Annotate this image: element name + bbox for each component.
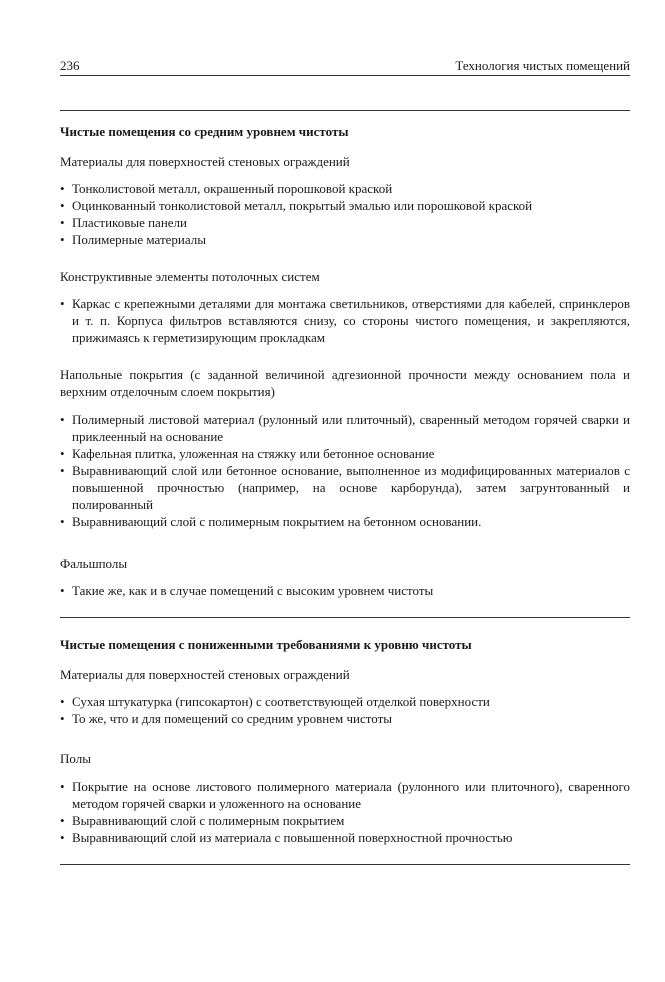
list-item: • Тонколистовой металл, окрашенный порошковой краской	[60, 180, 630, 197]
subsection-label: Материалы для поверхностей стеновых ограждений	[60, 667, 350, 682]
header-rule	[60, 75, 630, 76]
running-header	[60, 58, 630, 74]
section-rule	[60, 864, 630, 865]
bullet-list	[60, 411, 630, 530]
list-item: • Пластиковые панели	[60, 214, 630, 231]
bullet-list	[60, 693, 630, 727]
list-item: • Покрытие на основе листового полимерного материала (рулонного или плиточного), сваренного методом горячей сварки и уложенного на основание	[60, 778, 630, 812]
subsection-label: Напольные покрытия (с заданной величиной адгезионной прочности между основанием пола и верхним отделочным слоем покрытия)	[60, 367, 630, 399]
section-rule	[60, 617, 630, 618]
list-item: • Выравнивающий слой или бетонное основание, выполненное из модифицированных материалов с повышенной прочностью (например, на основе карборунда), затем загрунтованный и полированный	[60, 462, 630, 513]
section-rule	[60, 110, 630, 111]
list-item: • Такие же, как и в случае помещений с высоким уровнем чистоты	[60, 582, 630, 599]
bullet-list	[60, 778, 630, 846]
running-title: Технология чистых помещений	[455, 58, 630, 73]
list-item: • Полимерный листовой материал (рулонный или плиточный), сваренный методом горячей сварки и приклеенный на основание	[60, 411, 630, 445]
bullet-list	[60, 295, 630, 346]
list-item: • Оцинкованный тонколистовой металл, покрытый эмалью или порошковой краской	[60, 197, 630, 214]
subsection-label: Конструктивные элементы потолочных систем	[60, 269, 320, 284]
list-item: • Сухая штукатурка (гипсокартон) с соответствующей отделкой поверхности	[60, 693, 630, 710]
section-heading: Чистые помещения со средним уровнем чистоты	[60, 124, 349, 139]
page-number: 236	[60, 58, 80, 73]
subsection-label: Материалы для поверхностей стеновых ограждений	[60, 154, 350, 169]
list-item: • Выравнивающий слой с полимерным покрытием	[60, 812, 630, 829]
section-heading: Чистые помещения с пониженными требованиями к уровню чистоты	[60, 637, 472, 652]
list-item: • Выравнивающий слой из материала с повышенной поверхностной прочностью	[60, 829, 630, 846]
subsection-label: Полы	[60, 751, 91, 766]
list-item: • Каркас с крепежными деталями для монтажа светильников, отверстиями для кабелей, спринклеров и т. п. Корпуса фильтров вставляются снизу, со стороны чистого помещения, и закрепляются, прижимаясь к герметизирующим прокладкам	[60, 295, 630, 346]
list-item: • Полимерные материалы	[60, 231, 630, 248]
subsection-label: Фальшполы	[60, 556, 128, 571]
bullet-list	[60, 180, 630, 248]
list-item: • То же, что и для помещений со средним уровнем чистоты	[60, 710, 630, 727]
list-item: • Выравнивающий слой с полимерным покрытием на бетонном основании.	[60, 513, 630, 530]
list-item: • Кафельная плитка, уложенная на стяжку или бетонное основание	[60, 445, 630, 462]
bullet-list	[60, 582, 630, 599]
